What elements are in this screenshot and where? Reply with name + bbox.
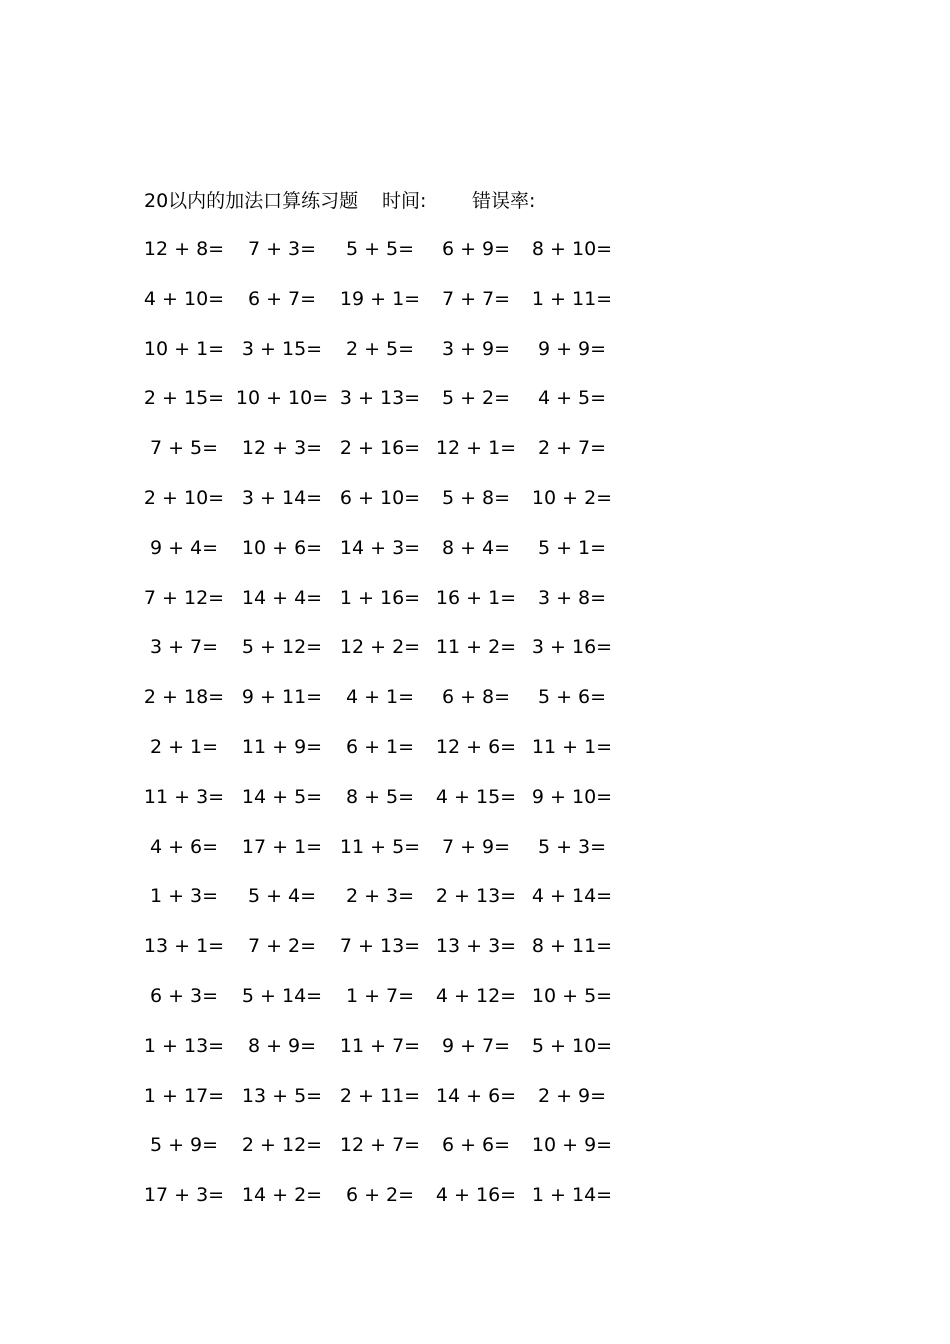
problem-9-2: 5 + 12= (241, 636, 323, 659)
problem-2-2: 6 + 7= (247, 287, 317, 310)
problem-4-1: 2 + 15= (143, 387, 225, 410)
problem-20-4: 4 + 16= (435, 1184, 517, 1207)
problem-1-5: 8 + 10= (531, 238, 613, 260)
problem-19-4: 6 + 6= (441, 1134, 511, 1157)
problem-12-3: 8 + 5= (345, 785, 415, 808)
problem-10-1: 2 + 18= (143, 686, 225, 709)
problem-10-5: 5 + 6= (537, 686, 607, 709)
problem-12-1: 11 + 3= (143, 785, 225, 808)
problem-10-4: 6 + 8= (441, 686, 511, 709)
problem-8-3: 1 + 16= (339, 586, 421, 609)
problem-16-5: 10 + 5= (531, 985, 613, 1007)
problem-14-1: 1 + 3= (149, 885, 219, 908)
problem-19-2: 2 + 12= (241, 1134, 323, 1157)
problem-20-5: 1 + 14= (531, 1184, 613, 1207)
problem-5-4: 12 + 1= (435, 437, 517, 460)
problem-20-2: 14 + 2= (241, 1184, 323, 1207)
problem-7-1: 9 + 4= (149, 536, 219, 559)
problem-15-5: 8 + 11= (531, 935, 613, 958)
problem-13-2: 17 + 1= (241, 835, 323, 858)
problem-5-1: 7 + 5= (149, 437, 219, 460)
problem-18-3: 2 + 11= (339, 1084, 421, 1107)
error-rate-label: 错误率: (472, 190, 536, 212)
problem-18-2: 13 + 5= (241, 1084, 323, 1107)
problem-6-1: 2 + 10= (143, 487, 225, 509)
worksheet-title: 20以内的加法口算练习题 (144, 190, 359, 212)
problem-7-3: 14 + 3= (339, 536, 421, 559)
problem-14-4: 2 + 13= (435, 885, 517, 908)
problem-15-2: 7 + 2= (247, 935, 317, 958)
problem-17-4: 9 + 7= (441, 1034, 511, 1057)
problem-10-3: 4 + 1= (345, 686, 415, 709)
problem-16-4: 4 + 12= (435, 985, 517, 1007)
problem-3-2: 3 + 15= (241, 337, 323, 360)
problem-2-3: 19 + 1= (339, 287, 421, 310)
problem-16-3: 1 + 7= (345, 985, 415, 1007)
problem-17-2: 8 + 9= (247, 1034, 317, 1057)
problem-11-3: 6 + 1= (345, 736, 415, 758)
problem-9-1: 3 + 7= (149, 636, 219, 659)
problem-2-5: 1 + 11= (531, 287, 613, 310)
problem-9-5: 3 + 16= (531, 636, 613, 659)
problem-16-2: 5 + 14= (241, 985, 323, 1007)
problem-19-1: 5 + 9= (149, 1134, 219, 1157)
time-label: 时间: (382, 190, 427, 212)
problem-1-4: 6 + 9= (441, 238, 511, 260)
problem-18-5: 2 + 9= (537, 1084, 607, 1107)
problem-8-1: 7 + 12= (143, 586, 225, 609)
problem-18-4: 14 + 6= (435, 1084, 517, 1107)
problem-7-5: 5 + 1= (537, 536, 607, 559)
problem-7-2: 10 + 6= (241, 536, 323, 559)
problem-1-2: 7 + 3= (247, 238, 317, 260)
problem-3-3: 2 + 5= (345, 337, 415, 360)
problem-3-1: 10 + 1= (143, 337, 225, 360)
problem-20-1: 17 + 3= (143, 1184, 225, 1207)
problem-2-1: 4 + 10= (143, 287, 225, 310)
problem-3-5: 9 + 9= (537, 337, 607, 360)
problem-11-4: 12 + 6= (435, 736, 517, 758)
problem-6-3: 6 + 10= (339, 487, 421, 509)
problem-19-3: 12 + 7= (339, 1134, 421, 1157)
problem-4-4: 5 + 2= (441, 387, 511, 410)
problem-2-4: 7 + 7= (441, 287, 511, 310)
problem-15-3: 7 + 13= (339, 935, 421, 958)
problem-5-5: 2 + 7= (537, 437, 607, 460)
problem-8-4: 16 + 1= (435, 586, 517, 609)
problem-11-1: 2 + 1= (149, 736, 219, 758)
problem-13-4: 7 + 9= (441, 835, 511, 858)
problem-12-4: 4 + 15= (435, 785, 517, 808)
problem-4-5: 4 + 5= (537, 387, 607, 410)
problem-11-5: 11 + 1= (531, 736, 613, 758)
problem-9-4: 11 + 2= (435, 636, 517, 659)
problem-18-1: 1 + 17= (143, 1084, 225, 1107)
problem-15-1: 13 + 1= (143, 935, 225, 958)
problem-15-4: 13 + 3= (435, 935, 517, 958)
problem-17-3: 11 + 7= (339, 1034, 421, 1057)
problem-5-3: 2 + 16= (339, 437, 421, 460)
problem-14-5: 4 + 14= (531, 885, 613, 908)
problem-13-3: 11 + 5= (339, 835, 421, 858)
problem-17-5: 5 + 10= (531, 1034, 613, 1057)
problem-5-2: 12 + 3= (241, 437, 323, 460)
problem-10-2: 9 + 11= (241, 686, 323, 709)
problem-13-5: 5 + 3= (537, 835, 607, 858)
problem-19-5: 10 + 9= (531, 1134, 613, 1157)
problem-6-2: 3 + 14= (241, 487, 323, 509)
problem-8-5: 3 + 8= (537, 586, 607, 609)
problem-16-1: 6 + 3= (149, 985, 219, 1007)
problem-13-1: 4 + 6= (149, 835, 219, 858)
problem-14-2: 5 + 4= (247, 885, 317, 908)
problem-1-3: 5 + 5= (345, 238, 415, 260)
problem-12-2: 14 + 5= (241, 785, 323, 808)
problem-1-1: 12 + 8= (143, 238, 225, 260)
problem-12-5: 9 + 10= (531, 785, 613, 808)
problem-7-4: 8 + 4= (441, 536, 511, 559)
problem-11-2: 11 + 9= (241, 736, 323, 758)
problem-20-3: 6 + 2= (345, 1184, 415, 1207)
problem-8-2: 14 + 4= (241, 586, 323, 609)
problem-6-4: 5 + 8= (441, 487, 511, 509)
problem-3-4: 3 + 9= (441, 337, 511, 360)
problem-4-3: 3 + 13= (339, 387, 421, 410)
problem-9-3: 12 + 2= (339, 636, 421, 659)
problem-17-1: 1 + 13= (143, 1034, 225, 1057)
problem-4-2: 10 + 10= (235, 387, 329, 410)
problem-14-3: 2 + 3= (345, 885, 415, 908)
problem-6-5: 10 + 2= (531, 487, 613, 509)
